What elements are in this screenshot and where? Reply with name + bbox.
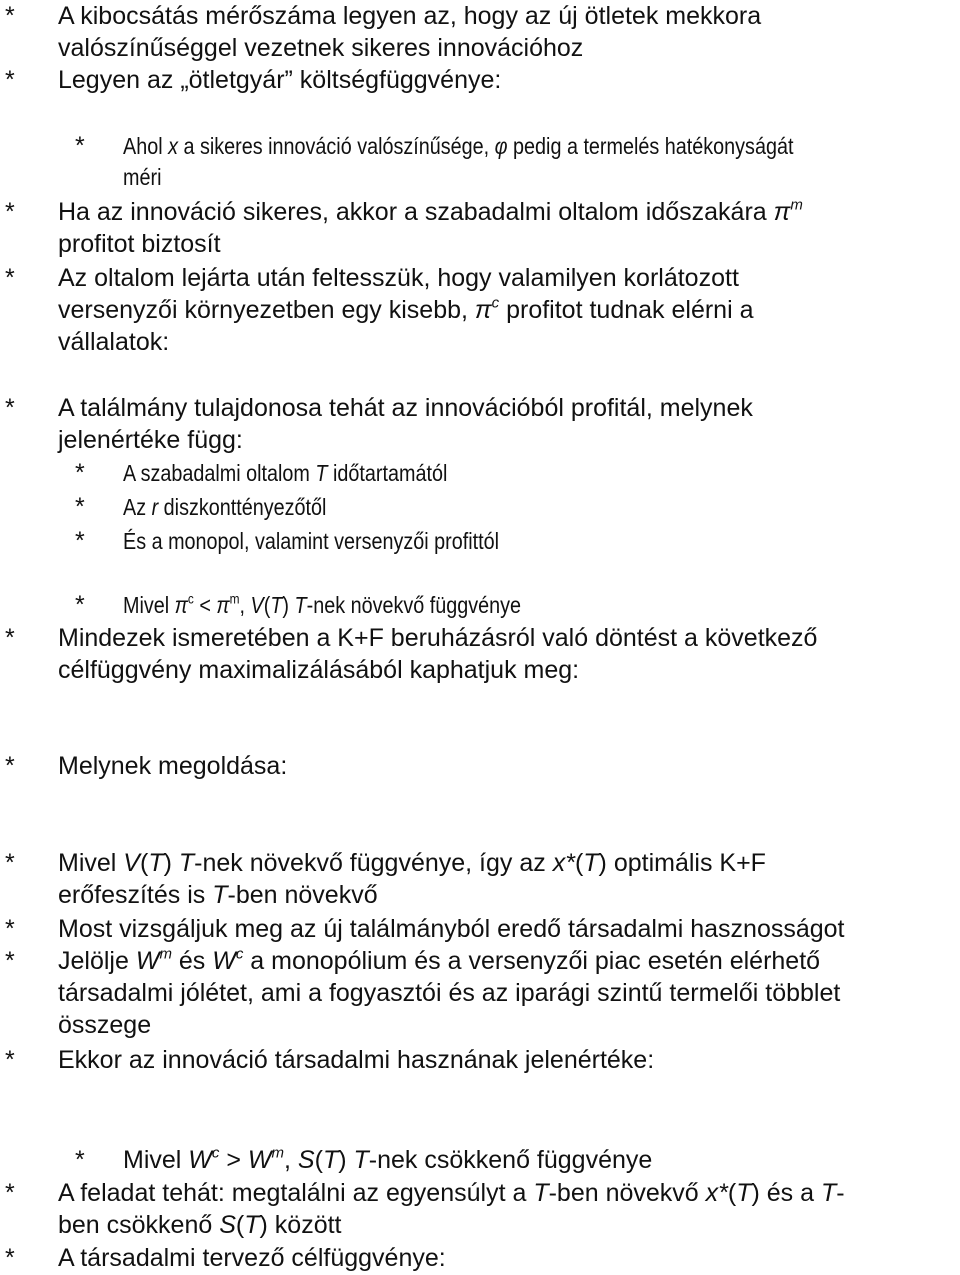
bullet-marker: * <box>75 591 85 619</box>
bullet-marker: * <box>5 947 15 975</box>
bullet-marker: * <box>5 849 15 877</box>
bullet-text: Az r diszkonttényezőtől <box>123 494 327 520</box>
bullet-marker: * <box>5 2 15 30</box>
bullet-text: A kibocsátás mérőszáma legyen az, hogy az új ötletek mekkora valószínűséggel vezetnek sikeres innovációhoz <box>58 2 762 62</box>
bullet-marker: * <box>75 1146 85 1174</box>
bullet-text: Melynek megoldása: <box>58 752 288 780</box>
bullet-text: Mivel $\pi^c < \pi^m$, V(T) T-nek növekvő függvénye <box>123 591 522 618</box>
bullet-text: A társadalmi tervező célfüggvénye: <box>58 1244 446 1272</box>
bullet-text: Ha az innováció sikeres, akkor a szabadalmi oltalom időszakára $\pi^m$ profitot biztosít <box>58 196 803 258</box>
bullet-text: Jelölje $W^m$ és $W^c$ a monopólium és a versenyzői piac esetén elérhető társadalmi jólétet, ami a fogyasztói és az iparági szintű termelői többlet összege <box>58 945 841 1039</box>
bullet-marker: * <box>5 264 15 292</box>
bullet-marker: * <box>75 493 85 521</box>
bullet-marker: * <box>75 459 85 487</box>
bullet-text: A feladat tehát: megtalálni az egyensúlyt a T-ben növekvő x*(T) és a T- ben csökkenő S(T) között <box>58 1179 845 1239</box>
bullet-marker: * <box>75 527 85 555</box>
bullet-marker: * <box>5 752 15 780</box>
bullet-marker: * <box>5 394 15 422</box>
bullet-text: Mindezek ismeretében a K+F beruházásról való döntést a következő célfüggvény maximalizálásából kaphatjuk meg: <box>58 624 818 684</box>
bullet-marker: * <box>5 915 15 943</box>
bullet-text: Most vizsgáljuk meg az új találmányból eredő társadalmi hasznosságot <box>58 915 845 943</box>
bullet-text: Ahol x a sikeres innováció valószínűsége, φ pedig a termelés hatékonyságát méri <box>123 133 794 190</box>
bullet-marker: * <box>5 1046 15 1074</box>
bullet-text: Legyen az „ötletgyár” költségfüggvénye: <box>58 66 502 94</box>
bullet-marker: * <box>5 66 15 94</box>
bullet-marker: * <box>5 1179 15 1207</box>
bullet-text: Mivel V(T) T-nek növekvő függvénye, így az x*(T) optimális K+F erőfeszítés is T-ben növekvő <box>58 849 766 909</box>
bullet-text: És a monopol, valamint versenyzői profittól <box>123 528 499 554</box>
bullet-text: Az oltalom lejárta után feltesszük, hogy valamilyen korlátozott versenyzői környezetben egy kisebb, $\pi^c$ profitot tudnak elérni a vállalatok: <box>58 264 754 356</box>
bullet-text: Mivel $W^c > W^m$, S(T) T-nek csökkenő függvénye <box>123 1144 653 1174</box>
bullet-text: A találmány tulajdonosa tehát az innovációból profitál, melynek jelenértéke függ: <box>58 394 753 454</box>
bullet-marker: * <box>75 132 85 160</box>
bullet-marker: * <box>5 1244 15 1272</box>
bullet-marker: * <box>5 624 15 652</box>
bullet-text: Ekkor az innováció társadalmi hasznának jelenértéke: <box>58 1046 655 1074</box>
bullet-marker: * <box>5 198 15 226</box>
bullet-text: A szabadalmi oltalom T időtartamától <box>123 460 448 486</box>
